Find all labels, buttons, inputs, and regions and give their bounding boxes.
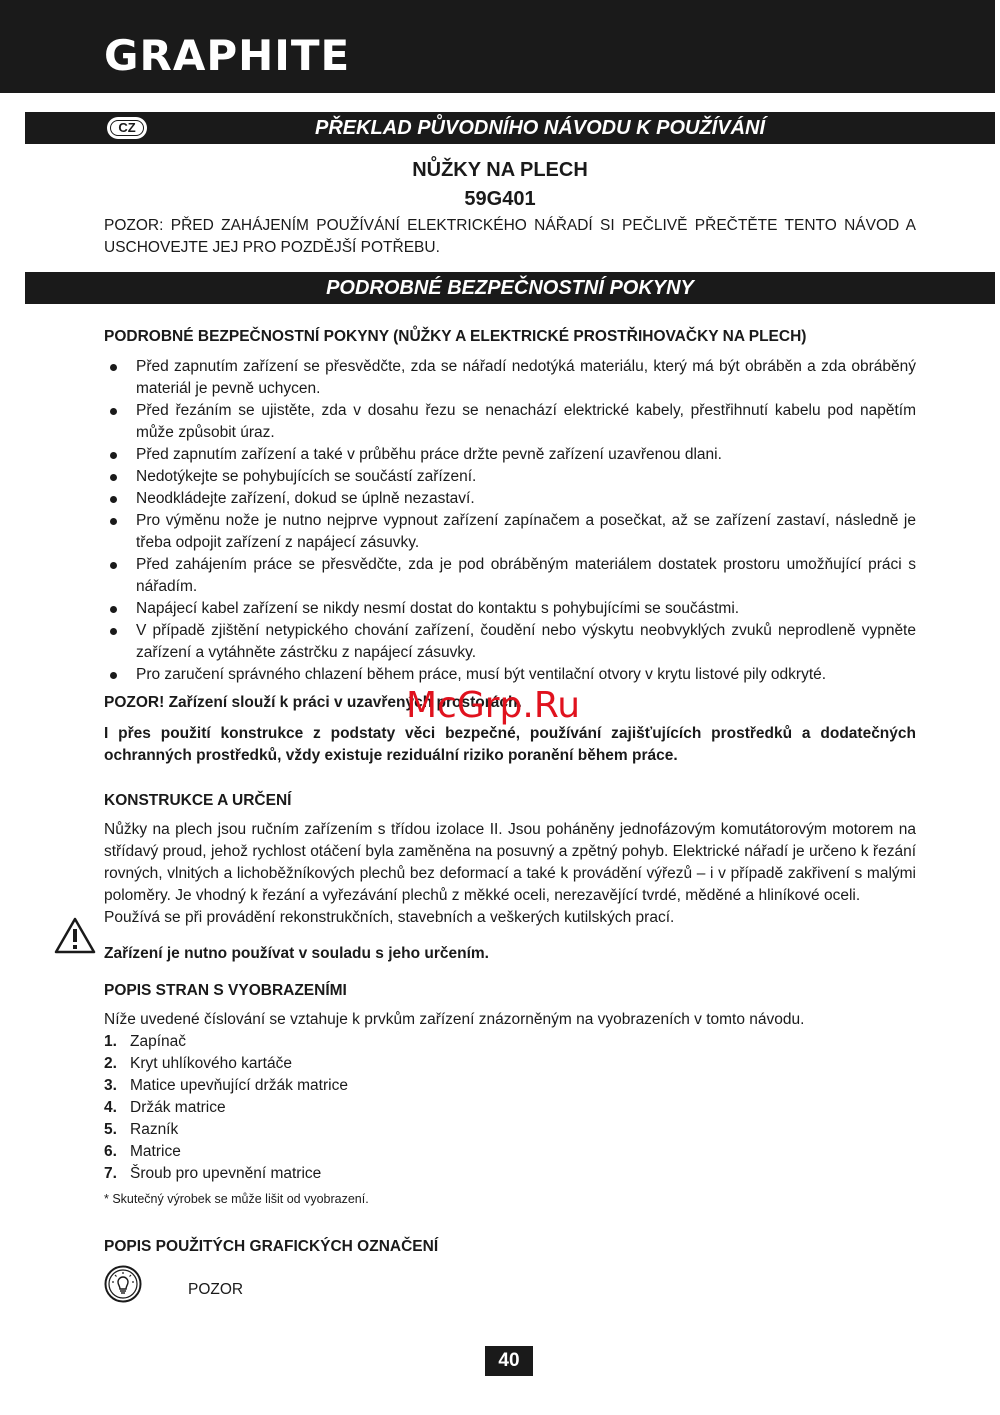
lang-badge-text: CZ — [118, 120, 136, 135]
doc-title: NŮŽKY NA PLECH — [412, 159, 588, 181]
part-number: 6. — [104, 1143, 117, 1160]
list-item — [104, 1163, 916, 1185]
list-item: Pro výměnu nože je nutno nejprve vypnout zařízení zapínačem a posečkat, až se zařízení zastaví, následně je třeba odpojit zařízení z napájecí zásuvky. — [104, 510, 916, 554]
list-item: Před řezáním se ujistěte, zda v dosahu řezu se nenachází elektrické kabely, přestřihnutí kabelu pod napětím může způsobit úraz. — [104, 400, 916, 444]
warning-triangle-icon — [54, 917, 96, 955]
doc-model: 59G401 — [464, 188, 536, 210]
part-number: 7. — [104, 1165, 117, 1182]
residual-risk-note: I přes použití konstrukce z podstaty věci bezpečné, používání zajišťujících prostředků a dodatečných ochranných prostředků, vždy existuje reziduální riziko poranění během práce. — [104, 725, 916, 764]
list-item: Pro zaručení správného chlazení během práce, musí být ventilační otvory v krytu listové pily odkryté. — [104, 664, 916, 686]
list-item — [104, 1031, 916, 1053]
header-bar — [0, 0, 995, 93]
list-item: Před zahájením práce se přesvědčte, zda je pod obráběným materiálem dostatek prostoru umožňující práci s nářadím. — [104, 554, 916, 598]
safety-list — [104, 356, 916, 686]
construction-heading: KONSTRUKCE A URČENÍ — [104, 792, 292, 809]
band-title: PŘEKLAD PŮVODNÍHO NÁVODU K POUŽÍVÁNÍ — [314, 117, 766, 139]
part-label: Držák matrice — [130, 1099, 226, 1116]
intended-use-warning — [104, 943, 916, 965]
page-number: 40 — [485, 1346, 533, 1376]
list-item — [104, 1053, 916, 1075]
part-label: Razník — [130, 1121, 179, 1138]
part-number: 2. — [104, 1055, 117, 1072]
lightbulb-icon — [104, 1265, 142, 1303]
list-item — [104, 1097, 916, 1119]
parts-list — [104, 1031, 916, 1185]
section-band-translation — [25, 112, 995, 144]
read-manual-warning: POZOR: PŘED ZAHÁJENÍM POUŽÍVÁNÍ ELEKTRICKÉHO NÁŘADÍ SI PEČLIVĚ PŘEČTĚTE TENTO NÁVOD A USCHOVEJTE JEJ PRO POZDĚJŠÍ POTŘEBU. — [104, 217, 916, 256]
part-label: Zapínač — [130, 1033, 187, 1050]
list-item: Napájecí kabel zařízení se nikdy nesmí dostat do kontaktu s pohybujícími se součástmi. — [104, 598, 916, 620]
symbols-heading: POPIS POUŽITÝCH GRAFICKÝCH OZNAČENÍ — [104, 1238, 439, 1255]
list-item: Neodkládejte zařízení, dokud se úplně nezastaví. — [104, 488, 916, 510]
watermark: McGrp.Ru — [406, 685, 581, 726]
content — [104, 325, 916, 1309]
parts-footnote: * Skutečný výrobek se může lišit od vyobrazení. — [104, 1192, 369, 1206]
list-item — [104, 1119, 916, 1141]
construction-text: Nůžky na plech jsou ručním zařízením s třídou izolace II. Jsou poháněny jednofázovým komutátorovým motorem na střídavý proud, jehož rychlost otáčení byla zaměněna na posuvný a zpětný pohyb. Elektrické nářadí je určeno k řezání rovných, vlnitých a lichoběžníkových plechů bez deformací a také k provádění výřezů – i v případě zakřivení s malými poloměry. Je vhodný k řezání a vyřezávání plechů z měkké oceli, nerezavějící tvrdé, měděné a hliníkové oceli. — [104, 821, 916, 904]
list-item: Před zapnutím zařízení se přesvědčte, zda se nářadí nedotýká materiálu, který má být obráběn a zda obráběný materiál je pevně uchycen. — [104, 356, 916, 400]
symbol-label: POZOR — [188, 1281, 244, 1298]
parts-intro: Níže uvedené číslování se vztahuje k prvkům zařízení znázorněným na vyobrazeních v tomto návodu. — [104, 1011, 805, 1028]
part-label: Šroub pro upevnění matrice — [130, 1165, 322, 1182]
list-item: V případě zjištění netypického chování zařízení, čoudění nebo výskytu neobvyklých zvuků neprodleně vypněte zařízení a vytáhněte zástrčku z napájecí zásuvky. — [104, 620, 916, 664]
pozor-note: POZOR! Zařízení slouží k práci v uzavřených prostorách. — [104, 694, 522, 711]
part-label: Kryt uhlíkového kartáče — [130, 1055, 292, 1072]
list-item: Před zapnutím zařízení a také v průběhu práce držte pevně zařízení uzavřenou dlani. — [104, 444, 916, 466]
part-number: 4. — [104, 1099, 117, 1116]
list-item: Nedotýkejte se pohybujících se součástí zařízení. — [104, 466, 916, 488]
band-title: PODROBNÉ BEZPEČNOSTNÍ POKYNY — [326, 277, 694, 299]
intended-use-text: Zařízení je nutno používat v souladu s jeho určením. — [104, 945, 489, 962]
parts-heading: POPIS STRAN S VYOBRAZENÍMI — [104, 982, 347, 999]
construction-usage: Používá se při provádění rekonstrukčních, stavebních a veškerých kutilských prací. — [104, 909, 675, 926]
section-band-safety — [25, 272, 995, 304]
list-item — [104, 1075, 916, 1097]
part-label: Matice upevňující držák matrice — [130, 1077, 348, 1094]
part-label: Matrice — [130, 1143, 181, 1160]
safety-heading: PODROBNÉ BEZPEČNOSTNÍ POKYNY (NŮŽKY A ELEKTRICKÉ PROSTŘIHOVAČKY NA PLECH) — [104, 328, 807, 345]
list-item — [104, 1141, 916, 1163]
symbol-row — [104, 1265, 916, 1309]
brand-logo: GRAPHITE — [104, 31, 351, 80]
part-number: 3. — [104, 1077, 117, 1094]
part-number: 5. — [104, 1121, 117, 1138]
part-number: 1. — [104, 1033, 117, 1050]
